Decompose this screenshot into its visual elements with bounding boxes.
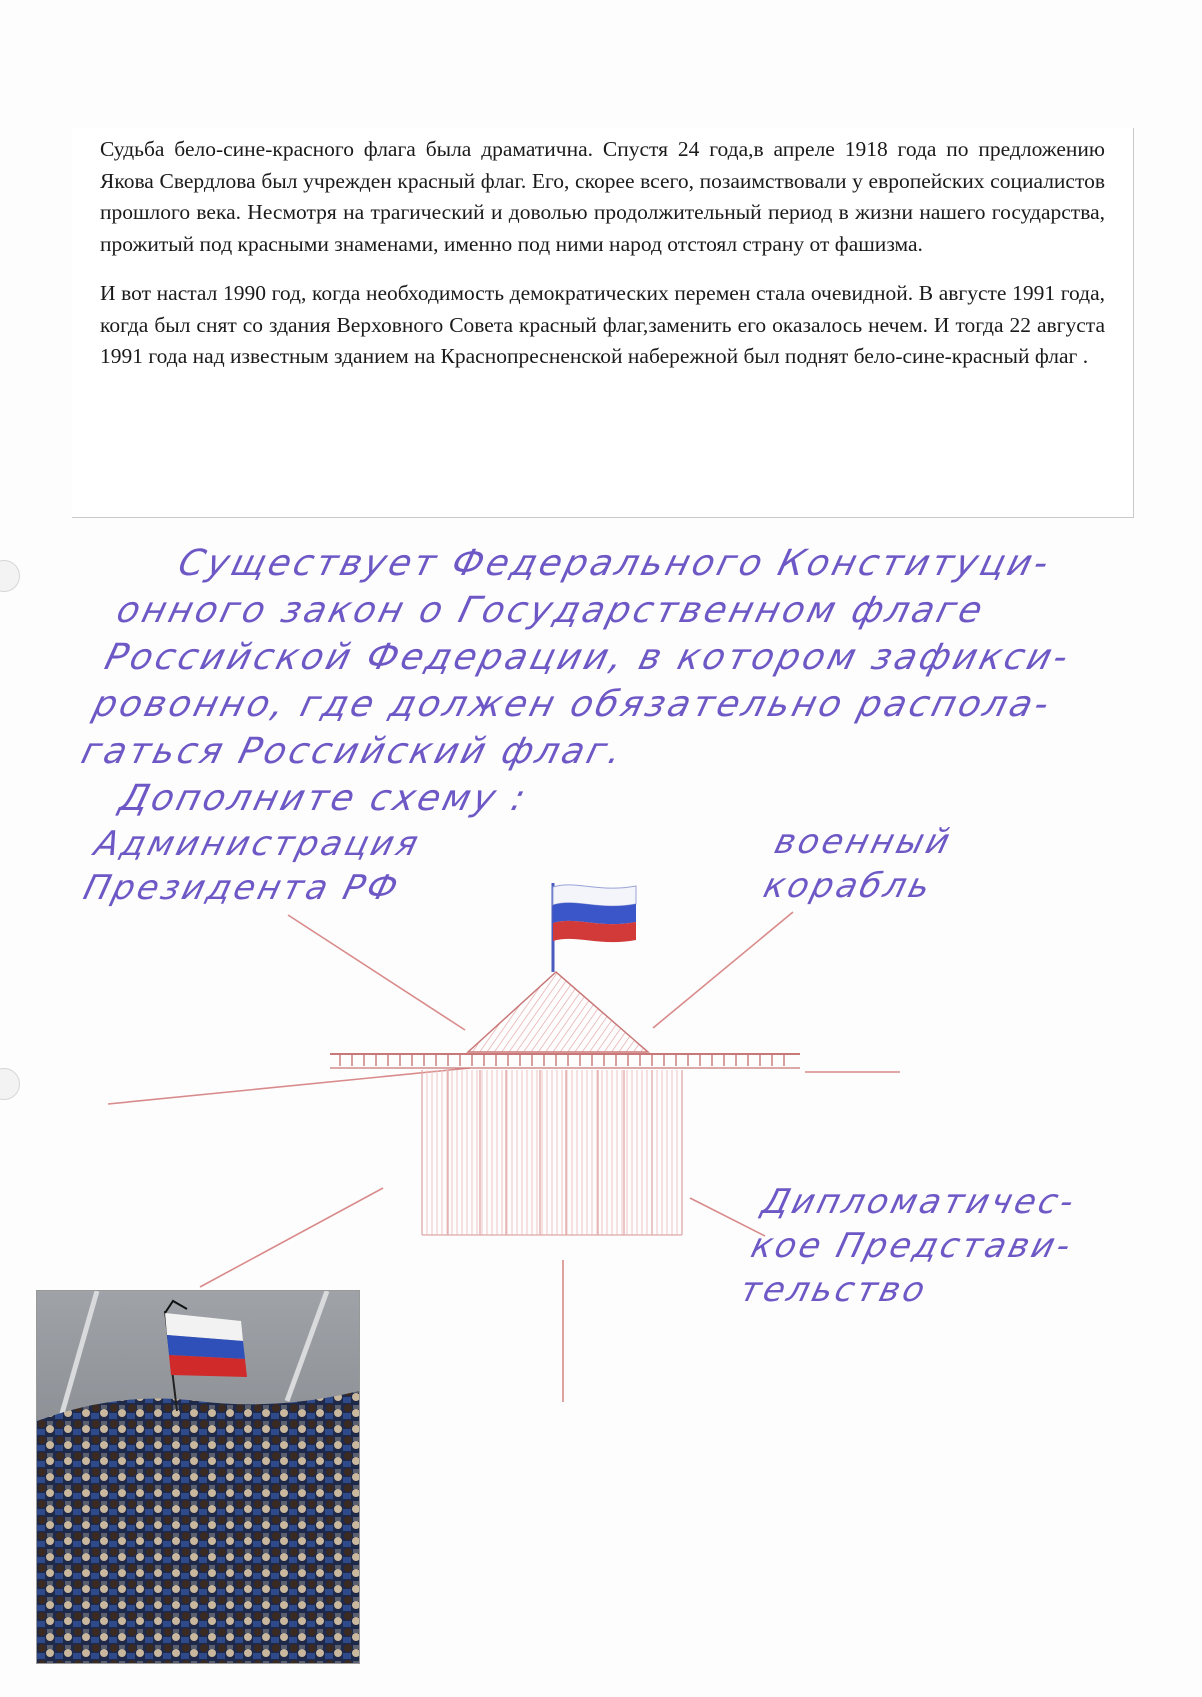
- building-columns: [422, 1070, 682, 1235]
- label-warship-line-2: корабль: [759, 866, 938, 906]
- label-diplomatic-line-3: тельство: [736, 1270, 932, 1310]
- cornice-dentils: [340, 1054, 784, 1066]
- label-warship: [759, 820, 957, 908]
- crowd-with-flag-photo: [36, 1290, 360, 1664]
- building-pediment: [468, 972, 648, 1052]
- russian-flag-drawing: [553, 883, 636, 972]
- label-diplomatic-mission: [736, 1180, 1089, 1312]
- label-administration-line-1: Администрация: [90, 824, 425, 864]
- handwritten-line-2: онного закон о Государственном флаге: [112, 590, 990, 631]
- handwritten-line-6: Дополните схему :: [115, 778, 533, 819]
- flag-red-stripe: [553, 921, 636, 942]
- label-administration: [79, 822, 425, 910]
- label-diplomatic-line-2: кое Представи-: [747, 1226, 1078, 1266]
- printed-paragraph-1: Судьба бело-сине-красного флага была драматична. Спустя 24 года,в апреле 1918 года по предложению Якова Свердлова был учрежден красный флаг. Его, скорее всего, позаимствовали у европейских социалистов прошлого века. Несмотря на трагический и доволью продолжительный период в жизни нашего государства, прожитый под красными знаменами, именно под ними народ отстоял страну от фашизма.: [100, 137, 1105, 256]
- handwritten-line-4: ровонно, где должен обязательно распола-: [89, 684, 1057, 725]
- handwritten-line-3: Российской Федерации, в котором зафикси-: [100, 637, 1075, 678]
- printed-paragraph-2: И вот настал 1990 год, когда необходимость демократических перемен стала очевидной. В августе 1991 года, когда был снят со здания Верховного Совета красный флаг,заменить его оказалось нечем. И тогда 22 августа 1991 года над известным зданием на Краснопресненской набережной был поднят бело-сине-красный флаг .: [100, 281, 1105, 368]
- label-warship-line-1: военный: [770, 822, 957, 862]
- handwritten-line-5: гаться Российский флаг.: [77, 731, 629, 772]
- label-administration-line-2: Президента РФ: [79, 868, 405, 908]
- building-facade: [422, 1070, 682, 1235]
- handwritten-line-1: Существует Федерального Конституци-: [174, 543, 1056, 584]
- label-diplomatic-line-1: Дипломатичес-: [757, 1182, 1081, 1222]
